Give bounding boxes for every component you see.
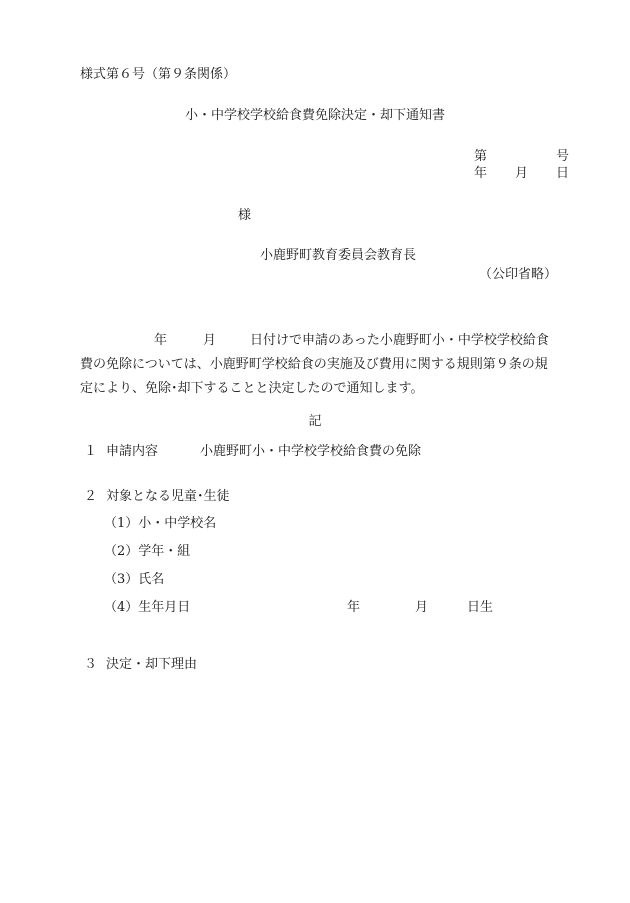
body-line2-text: 費の免除については、小鹿野町学校給食の実施及び費用に関する規則第９条の規 xyxy=(80,357,548,372)
dob-month: 月 xyxy=(415,600,429,615)
issuer: 小鹿野町教育委員会教育長 xyxy=(260,248,417,263)
item-1 xyxy=(84,443,158,461)
subitem-dob: （4）生年月日 xyxy=(104,600,191,615)
body-line-3 xyxy=(80,377,580,401)
item-1-number: １ xyxy=(84,444,98,459)
issue-date-year: 年 xyxy=(474,166,488,181)
dob-year: 年 xyxy=(347,600,361,615)
body-text xyxy=(80,329,580,401)
dob-day: 日生 xyxy=(467,600,494,615)
item-1-label: 申請内容 xyxy=(106,444,159,459)
issue-date-day: 日 xyxy=(556,166,570,181)
item-2 xyxy=(84,488,230,506)
item-2-label: 対象となる児童･生徒 xyxy=(106,489,230,504)
item-3-label: 決定・却下理由 xyxy=(106,657,198,672)
body-line-1 xyxy=(80,329,580,353)
issue-date-month: 月 xyxy=(515,166,529,181)
body-year: 年 xyxy=(154,333,168,348)
subitem-grade: （2）学年・組 xyxy=(104,544,191,559)
form-number: 様式第６号（第９条関係） xyxy=(80,67,237,82)
application-content-value: 小鹿野町小・中学校学校給食費の免除 xyxy=(200,444,422,459)
item-2-number: ２ xyxy=(84,489,98,504)
body-month: 月 xyxy=(203,333,217,348)
item-3-number: ３ xyxy=(84,657,98,672)
doc-number-suffix: 号 xyxy=(556,149,570,164)
item-3 xyxy=(84,656,197,674)
body-line-2 xyxy=(80,353,580,377)
seal-note: （公印省略） xyxy=(479,267,558,282)
ki-heading: 記 xyxy=(308,414,322,429)
body-line3-text: 定により、免除･却下することと決定したので通知します。 xyxy=(80,381,424,396)
doc-number-prefix: 第 xyxy=(474,149,488,164)
document-title: 小・中学校学校給食費免除決定・却下通知書 xyxy=(184,108,445,123)
addressee-suffix: 様 xyxy=(238,208,252,223)
subitem-name: （3）氏名 xyxy=(104,572,165,587)
body-line1-rest: 日付けで申請のあった小鹿野町小・中学校学校給食 xyxy=(250,333,549,348)
subitem-school: （1）小・中学校名 xyxy=(104,516,217,531)
